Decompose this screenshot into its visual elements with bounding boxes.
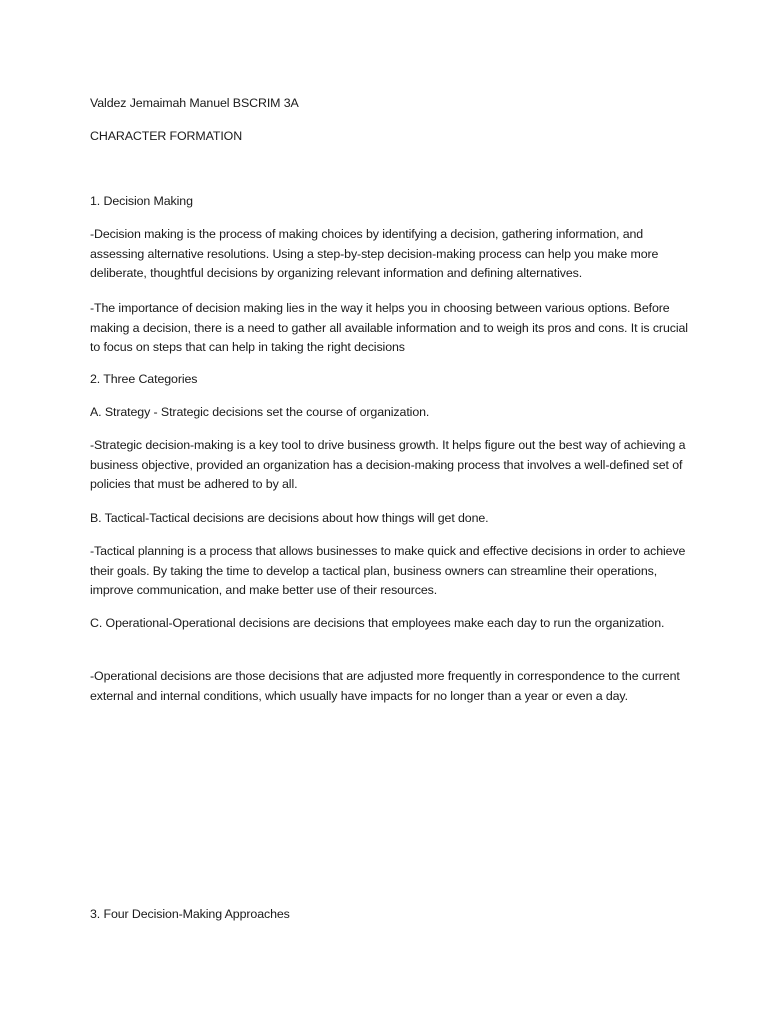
category-a-body: -Strategic decision-making is a key tool to drive business growth. It helps figure out the best way of achieving a business objective, provided an organization has a decision-making process that involves a well-defined set of policies that must be adhered to by all. — [90, 438, 686, 491]
section-1-heading: 1. Decision Making — [90, 194, 193, 208]
category-b-body: -Tactical planning is a process that allows businesses to make quick and effective decisions in order to achieve their goals. By taking the time to develop a tactical plan, business owners can streamline their operations, improve communication, and make better use of their resources. — [90, 544, 686, 597]
section-1-paragraph-2: -The importance of decision making lies in the way it helps you in choosing between various options. Before making a decision, there is a need to gather all available information and to weigh its pros and cons. It is crucial to focus on steps that can help in taking the right decisions — [90, 301, 688, 354]
section-2-heading: 2. Three Categories — [90, 372, 198, 386]
author-line: Valdez Jemaimah Manuel BSCRIM 3A — [90, 96, 299, 110]
section-1-paragraph-1: -Decision making is the process of making choices by identifying a decision, gathering information, and assessing alternative resolutions. Using a step-by-step decision-making process can help you make more deliberate, thoughtful decisions by organizing relevant information and defining alternatives. — [90, 227, 659, 280]
category-b-title: B. Tactical-Tactical decisions are decisions about how things will get done. — [90, 511, 489, 525]
subject-title: CHARACTER FORMATION — [90, 129, 243, 143]
category-c-body: -Operational decisions are those decisions that are adjusted more frequently in correspondence to the current external and internal conditions, which usually have impacts for no longer than a year or even a day. — [90, 669, 680, 703]
category-c-title: C. Operational-Operational decisions are decisions that employees make each day to run the organization. — [90, 616, 665, 630]
section-3-heading: 3. Four Decision-Making Approaches — [90, 907, 290, 921]
category-a-title: A. Strategy - Strategic decisions set the course of organization. — [90, 405, 430, 419]
